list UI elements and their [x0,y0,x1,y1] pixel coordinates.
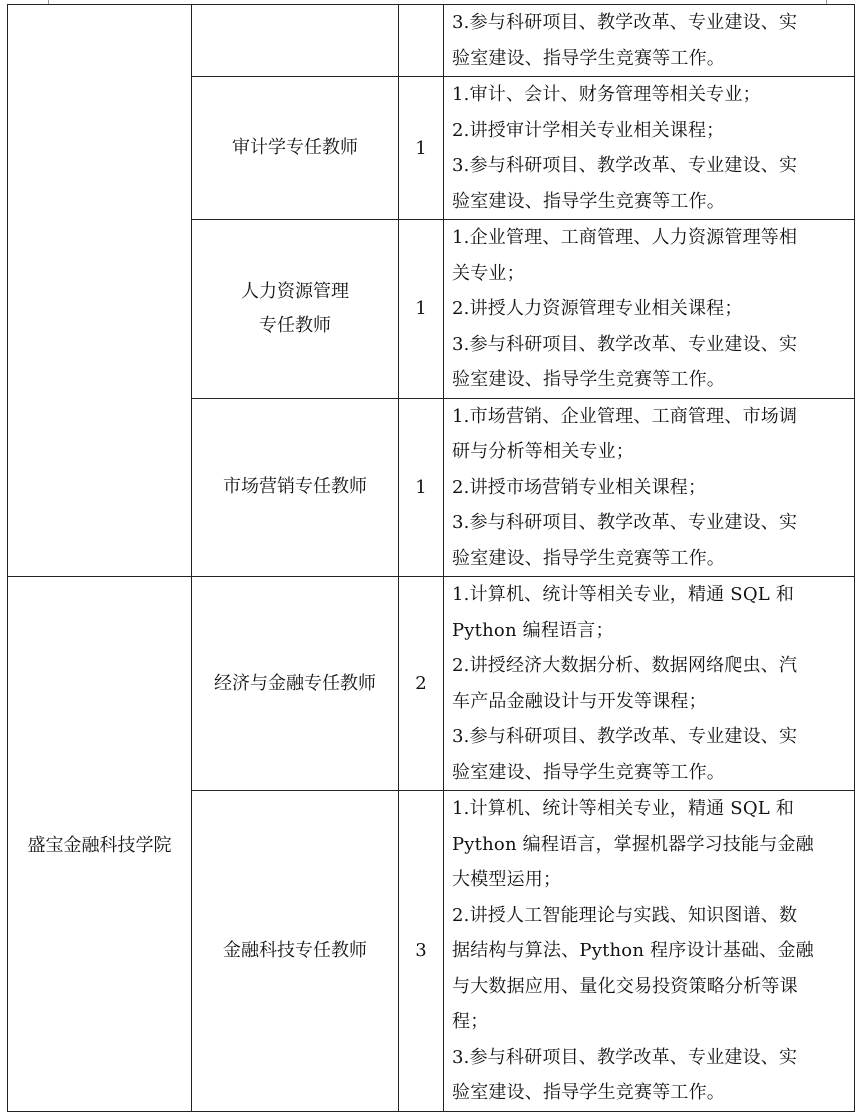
requirement-line: Python 编程语言； [452,619,614,641]
position-title: 金融科技专任教师 [223,939,367,961]
requirements-cell [444,220,855,399]
requirement-line: 验室建设、指导学生竞赛等工作。 [452,47,725,69]
requirement-line: 验室建设、指导学生竞赛等工作。 [452,761,725,783]
requirement-line: 验室建设、指导学生竞赛等工作。 [452,547,725,569]
requirement-line: 3.参与科研项目、教学改革、专业建设、实 [452,333,798,355]
requirement-line: 2.讲授人工智能理论与实践、知识图谱、数 [452,904,798,926]
requirement-line: 2.讲授人力资源管理专业相关课程； [452,298,743,319]
count-cell: 1 [399,220,444,399]
count-cell: 2 [399,577,444,791]
position-cell [192,220,399,399]
requirement-line: 3.参与科研项目、教学改革、专业建设、实 [452,12,798,33]
requirement-line: 与大数据应用、量化交易投资策略分析等课 [452,975,798,997]
requirements-cell [444,398,855,577]
requirement-line: 3.参与科研项目、教学改革、专业建设、实 [452,155,798,176]
position-title: 经济与金融专任教师 [214,672,376,694]
department-cell-empty [8,5,192,577]
requirements-cell [444,5,855,77]
requirement-line: 1.计算机、统计等相关专业，精通 SQL 和 [452,798,795,819]
requirements-cell [444,577,855,791]
requirement-line: 1.审计、会计、财务管理等相关专业； [452,84,761,105]
requirement-line: 3.参与科研项目、教学改革、专业建设、实 [452,512,798,533]
count-cell: 1 [399,77,444,220]
requirement-line: 车产品金融设计与开发等课程； [452,690,707,712]
requirement-line: 2.讲授经济大数据分析、数据网络爬虫、汽 [452,655,798,676]
requirement-line: 1.企业管理、工商管理、人力资源管理等相 [452,227,798,248]
position-title: 市场营销专任教师 [223,476,367,498]
position-cell [192,398,399,577]
position-cell [192,5,399,77]
position-cell [192,791,399,1112]
requirement-line: 2.讲授市场营销专业相关课程； [452,476,707,498]
requirement-line: 2.讲授审计学相关专业相关课程； [452,119,725,141]
requirement-line: 3.参与科研项目、教学改革、专业建设、实 [452,1046,798,1068]
count-cell [399,5,444,77]
count-cell: 3 [399,791,444,1112]
requirements-cell [444,791,855,1112]
requirement-line: 验室建设、指导学生竞赛等工作。 [452,190,725,212]
requirement-line: 1.计算机、统计等相关专业，精通 SQL 和 [452,584,795,605]
table-row [8,5,855,77]
requirement-line: 据结构与算法、Python 程序设计基础、金融 [452,940,814,961]
requirement-line: 大模型运用； [452,869,562,890]
table-row [8,577,855,791]
requirement-line: 3.参与科研项目、教学改革、专业建设、实 [452,726,798,747]
count-cell: 1 [399,398,444,577]
requirement-line: 程； [452,1011,489,1032]
requirement-line: 验室建设、指导学生竞赛等工作。 [452,1082,725,1103]
requirement-line: 验室建设、指导学生竞赛等工作。 [452,369,725,390]
position-cell [192,577,399,791]
requirement-line: 1.市场营销、企业管理、工商管理、市场调 [452,405,798,427]
position-title: 审计学专任教师 [232,137,358,158]
requirement-line: 研与分析等相关专业； [452,441,634,462]
recruitment-table [7,4,855,1112]
department-cell: 盛宝金融科技学院 [8,577,192,1112]
position-cell [192,77,399,220]
position-title: 人力资源管理 [241,280,349,302]
requirements-cell [444,77,855,220]
requirement-line: Python 编程语言，掌握机器学习技能与金融 [452,833,814,855]
position-title: 专任教师 [259,314,331,336]
requirement-line: 关专业； [452,262,525,284]
